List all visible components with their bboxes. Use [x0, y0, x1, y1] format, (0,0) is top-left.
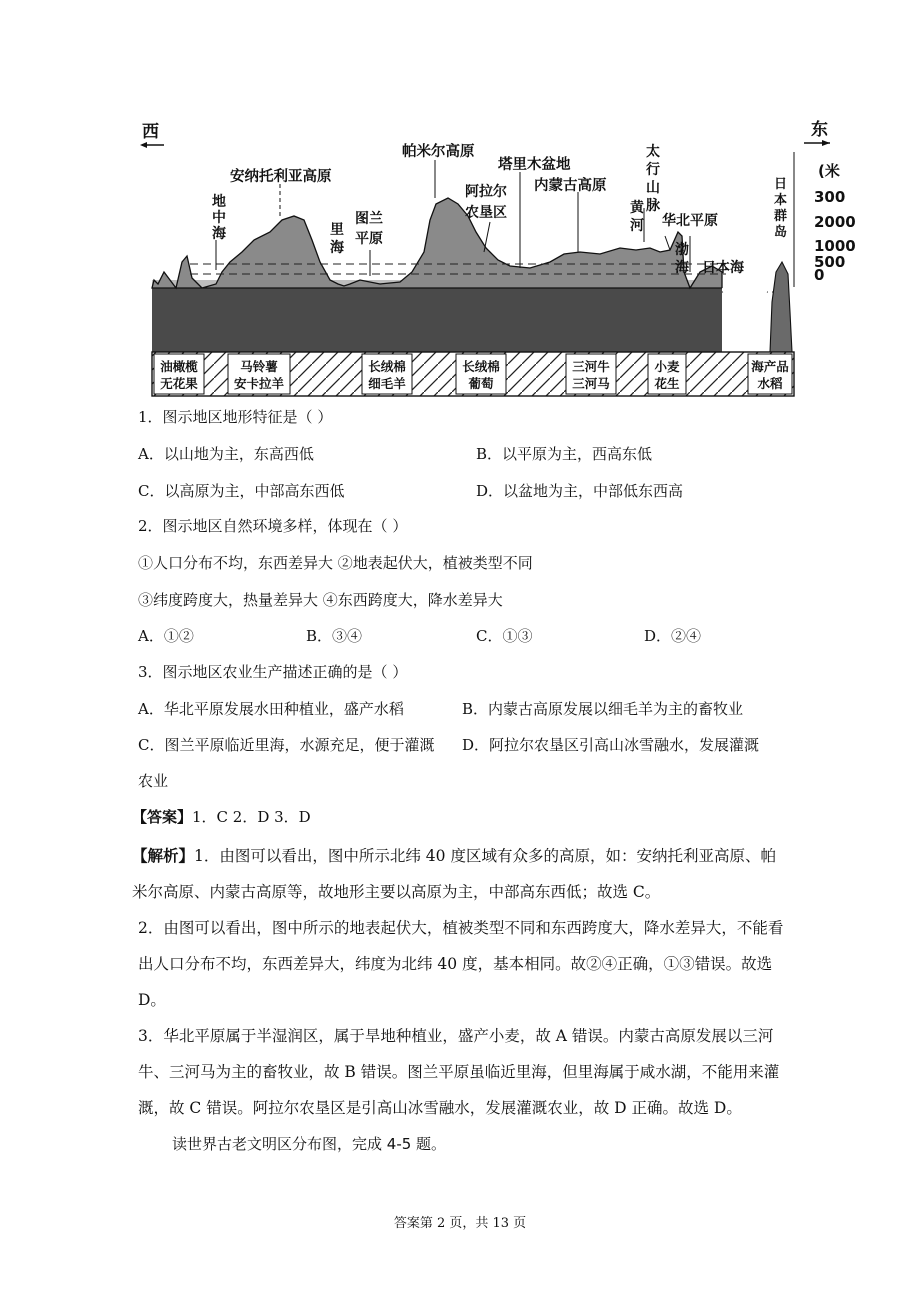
pointer-line: [665, 236, 670, 250]
answer-tag: 【答案】: [132, 808, 193, 826]
label-med: 地: [212, 194, 226, 210]
product-label: 水稻: [757, 376, 783, 391]
q3-option-a: A．华北平原发展水田种植业，盛产水稻: [138, 700, 404, 718]
product-label: 长绒棉: [368, 359, 406, 374]
analysis-tag: 【解析】: [132, 846, 195, 865]
q3-option-b: B．内蒙古高原发展以细毛羊为主的畜牧业: [462, 700, 744, 718]
japan-islands-shape: [770, 262, 792, 352]
label-tarim: 塔里木盆地: [498, 157, 571, 173]
q1-option-c: C．以高原为主，中部高东西低: [138, 482, 345, 500]
product-label: 葡萄: [468, 376, 494, 391]
east-arrow-icon: [804, 140, 830, 146]
q3-option-d-continued: 农业: [138, 772, 169, 790]
q2-option-a: A．①②: [138, 627, 194, 645]
scale-label: 0: [814, 266, 825, 284]
answer-line: [132, 806, 311, 828]
product-label: 小麦: [654, 359, 680, 374]
label-north-china: 华北平原: [662, 213, 718, 229]
label-japan-sea: 日本海: [702, 260, 744, 276]
q3-option-d: D．阿拉尔农垦区引高山冰雪融水，发展灌溉: [462, 736, 760, 754]
label-japan-islands: 岛: [774, 225, 788, 240]
q2-option-b: B．③④: [306, 627, 363, 645]
label-alar: 阿拉尔: [465, 184, 507, 200]
label-huanghe: 河: [630, 218, 644, 234]
analysis-p1-text: 1．由图可以看出，图中所示北纬 40 度区域有众多的高原，如：安纳托利亚高原、帕米尔高原、内蒙古高原等，故地形主要以高原为主，中部高东西低；故选 C。: [132, 847, 776, 901]
product-label: 海产品: [751, 359, 789, 374]
label-japan-islands: 群: [774, 209, 788, 224]
q2-option-d: D．②④: [644, 627, 702, 645]
label-bohai: 海: [675, 260, 689, 276]
analysis-p2: 2．由图可以看出，图中所示的地表起伏大，植被类型不同和东西跨度大，降水差异大，不能看出人口分布不均，东西差异大，纬度为北纬 40 度，基本相同。故②④正确，①③错误。故选 D。: [138, 919, 784, 1009]
q1-option-a: A．以山地为主，东高西低: [138, 445, 314, 463]
q1-option-d: D．以盆地为主，中部低东西高: [476, 482, 684, 500]
label-taihang: 山: [646, 180, 660, 196]
answer-text: 1．C 2．D 3．D: [192, 808, 311, 826]
scale-label: 2000: [814, 213, 856, 231]
label-med: 海: [212, 226, 226, 242]
west-label: 西: [142, 122, 159, 142]
q2-option-c: C．①③: [476, 627, 533, 645]
product-label: 马铃薯: [240, 359, 278, 374]
label-pamir: 帕米尔高原: [402, 144, 475, 160]
terrain-profile-svg: [130, 112, 856, 404]
label-japan-islands: 本: [774, 193, 788, 208]
unit-label: (米: [818, 162, 840, 180]
label-alar: 农垦区: [465, 205, 507, 221]
product-label: 细毛羊: [368, 376, 406, 391]
product-label: 无花果: [160, 376, 198, 391]
label-taihang: 太: [646, 144, 660, 160]
label-caspian: 海: [330, 240, 344, 256]
label-taihang: 行: [646, 162, 660, 178]
q3-option-c: C．图兰平原临近里海，水源充足，便于灌溉: [138, 736, 435, 754]
terrain-profile-figure: [130, 112, 856, 404]
label-anatolia: 安纳托利亚高原: [230, 169, 332, 185]
scale-label: 500: [814, 253, 846, 271]
label-turan: 图兰: [355, 211, 383, 227]
label-inner-mongolia: 内蒙古高原: [534, 178, 607, 194]
label-turan: 平原: [355, 231, 383, 247]
scale-label: 1000: [814, 237, 856, 255]
analysis-p1: [132, 838, 784, 910]
product-label: 三河马: [572, 376, 610, 391]
west-arrow-icon: [140, 142, 164, 148]
label-huanghe: 黄: [630, 200, 644, 216]
q2-statement-1: ①人口分布不均，东西差异大 ②地表起伏大，植被类型不同: [138, 554, 533, 572]
scale-label: 300: [814, 188, 846, 206]
product-label: 长绒棉: [462, 359, 500, 374]
next-section-prompt: 读世界古老文明区分布图，完成 4-5 题。: [172, 1135, 447, 1153]
q1-option-b: B．以平原为主，西高东低: [476, 445, 653, 463]
q2-statement-2: ③纬度跨度大，热量差异大 ④东西跨度大，降水差异大: [138, 591, 503, 609]
analysis-p3: 3．华北平原属于半湿润区，属于旱地种植业，盛产小麦，故 A 错误。内蒙古高原发展以三河牛、三河马为主的畜牧业，故 B 错误。图兰平原虽临近里海，但里海属于咸水湖，不能用来灌溉，故 C 错误。阿拉尔农垦区是引高山冰雪融水，发展灌溉农业，故 D 正确。故选 D。: [138, 1027, 780, 1117]
product-label: 油橄榄: [160, 359, 198, 374]
label-taihang: 脉: [646, 198, 660, 214]
product-label: 花生: [654, 376, 680, 391]
q2-stem: 2．图示地区自然环境多样，体现在（ ）: [138, 517, 408, 535]
east-label: 东: [811, 120, 828, 140]
page-footer: 答案第 2 页，共 13 页: [393, 1216, 527, 1231]
label-japan-islands: 日: [774, 177, 788, 192]
q1-stem: 1．图示地区地形特征是（ ）: [138, 408, 333, 426]
label-bohai: 渤: [675, 242, 689, 258]
product-label: 三河牛: [572, 359, 610, 374]
crust-body: [152, 288, 722, 352]
pointer-line: [484, 222, 490, 252]
label-med: 中: [212, 210, 226, 226]
label-caspian: 里: [330, 222, 344, 238]
q3-stem: 3．图示地区农业生产描述正确的是（ ）: [138, 663, 408, 681]
product-label: 安卡拉羊: [233, 376, 285, 391]
